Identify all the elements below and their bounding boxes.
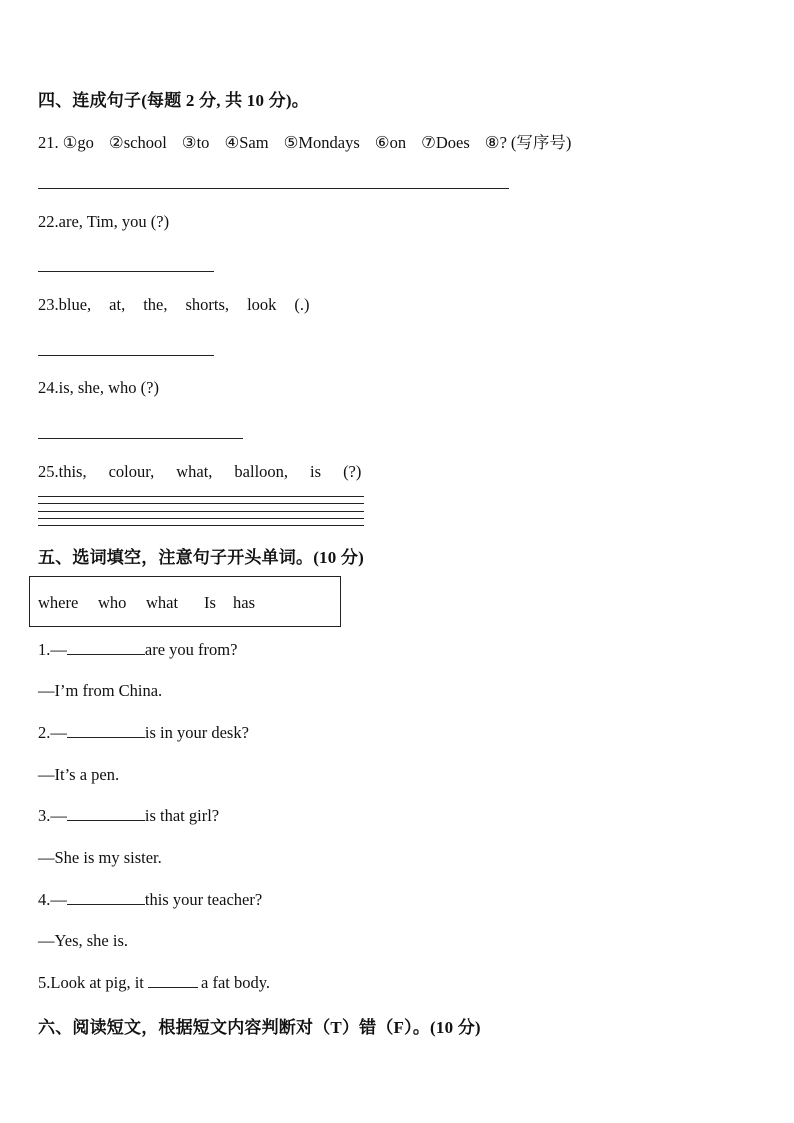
- word-option: ⑦Does: [421, 133, 470, 152]
- answer-line: —She is my sister.: [38, 848, 162, 867]
- answer-line-23[interactable]: [38, 355, 214, 356]
- word-bank-item: has: [233, 593, 255, 612]
- word-option: at,: [109, 295, 126, 314]
- blank-field[interactable]: [67, 723, 145, 738]
- dash: —: [50, 640, 67, 659]
- answer-line-22[interactable]: [38, 271, 214, 272]
- question-number: 23.: [38, 295, 59, 314]
- section-5-heading: 五、选词填空，注意句子开头单词。(10 分): [38, 548, 364, 567]
- word-option: shorts,: [185, 295, 230, 314]
- item-number: 4.: [38, 890, 51, 909]
- fill-item-2: [38, 723, 249, 743]
- word-bank-item: where: [38, 593, 79, 612]
- section-4-heading: 四、连成句子(每题 2 分, 共 10 分)。: [38, 91, 309, 110]
- word-option: ②school: [108, 133, 167, 152]
- writing-line[interactable]: [38, 496, 364, 497]
- question-25: [38, 462, 361, 482]
- word-bank-item: what: [146, 593, 179, 612]
- question-23: [38, 295, 310, 315]
- answer-line-24[interactable]: [38, 438, 243, 439]
- item-number: 2.: [38, 723, 51, 742]
- word-option: ⑤Mondays: [283, 133, 360, 152]
- punctuation-hint: (.): [294, 295, 310, 314]
- word-option: ⑥on: [374, 133, 407, 152]
- item-text: are you from?: [144, 640, 238, 659]
- blank-field[interactable]: [148, 973, 198, 988]
- word-option: ③to: [181, 133, 210, 152]
- question-24: [38, 378, 159, 398]
- fill-item-3: [38, 806, 219, 826]
- word-option: ④Sam: [224, 133, 269, 152]
- dash: —: [50, 806, 67, 825]
- word-bank-item: Is: [204, 593, 216, 612]
- answer-line: —I’m from China.: [38, 681, 163, 700]
- fill-item-4: [38, 890, 262, 910]
- blank-field[interactable]: [67, 640, 145, 655]
- answer-line: —Yes, she is.: [38, 931, 129, 950]
- word-option: is: [310, 462, 322, 481]
- item-number: 1.: [38, 640, 51, 659]
- question-text: are, Tim, you (?): [58, 212, 170, 231]
- word-option: ⑧?: [484, 133, 507, 152]
- question-number: 22.: [38, 212, 59, 231]
- question-22: [38, 212, 169, 232]
- question-21: [38, 129, 571, 153]
- word-option: colour,: [108, 462, 155, 481]
- word-bank-item: who: [98, 593, 127, 612]
- word-option: the,: [143, 295, 168, 314]
- writing-line[interactable]: [38, 525, 364, 526]
- word-option: this,: [58, 462, 87, 481]
- item-text: 5.Look at pig, it: [38, 973, 148, 992]
- question-number: 25.: [38, 462, 59, 481]
- fill-item-5: [38, 973, 270, 993]
- question-text: is, she, who (?): [58, 378, 159, 397]
- item-number: 3.: [38, 806, 51, 825]
- word-option: look: [247, 295, 277, 314]
- answer-line-21[interactable]: [38, 188, 509, 189]
- fill-item-1: [38, 640, 237, 660]
- word-option: blue,: [58, 295, 92, 314]
- instruction-note: (写序号): [510, 133, 572, 152]
- writing-line[interactable]: [38, 518, 364, 519]
- writing-line[interactable]: [38, 511, 364, 512]
- item-text: this your teacher?: [144, 890, 263, 909]
- dash: —: [50, 723, 67, 742]
- question-number: 24.: [38, 378, 59, 397]
- word-bank-box: [29, 576, 341, 627]
- writing-line[interactable]: [38, 503, 364, 504]
- section-6-heading: 六、阅读短文，根据短文内容判断对（T）错（F）。(10 分): [38, 1018, 481, 1037]
- word-option: ①go: [62, 133, 94, 152]
- item-text: a fat body.: [201, 973, 271, 992]
- word-option: what,: [176, 462, 213, 481]
- punctuation-hint: (?): [343, 462, 362, 481]
- dash: —: [50, 890, 67, 909]
- item-text: is in your desk?: [144, 723, 249, 742]
- word-option: balloon,: [234, 462, 289, 481]
- question-number: 21.: [38, 133, 59, 152]
- blank-field[interactable]: [67, 890, 145, 905]
- item-text: is that girl?: [144, 806, 220, 825]
- answer-line: —It’s a pen.: [38, 765, 120, 784]
- blank-field[interactable]: [67, 806, 145, 821]
